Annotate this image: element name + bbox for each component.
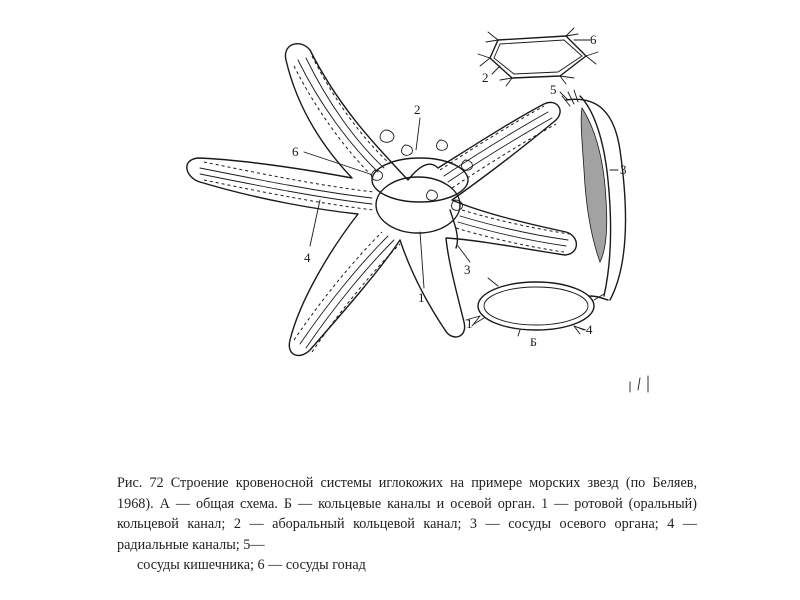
gonad-loops (372, 130, 473, 210)
label-b-3: 3 (620, 162, 627, 177)
label-a-2: 2 (414, 102, 421, 117)
oral-ring-canal-b (478, 282, 594, 330)
label-b-6: 6 (590, 32, 597, 47)
label-b-5: 5 (550, 82, 557, 97)
intestinal-vessels (562, 90, 578, 106)
starfish-outline (187, 44, 577, 356)
label-b-4: 4 (586, 322, 593, 337)
margin-pencil-mark (630, 376, 648, 392)
label-a-4: 4 (304, 250, 311, 265)
ray-right-ambulacral (456, 210, 570, 252)
aboral-ring-canal (372, 158, 468, 202)
panel-b-ring-canals (466, 28, 627, 349)
panel-a-starfish (187, 44, 577, 356)
aboral-ring-hexagon (490, 36, 586, 78)
ray-upper-right-ambulacral (440, 106, 556, 188)
oral-ring-canal (376, 177, 460, 233)
label-b-2: 2 (482, 70, 489, 85)
ray-upper-left-ambulacral (294, 56, 390, 176)
label-a-1: 1 (418, 290, 425, 305)
panel-b-letter: Б (530, 335, 537, 349)
label-a-3: 3 (464, 262, 471, 277)
figure-caption (117, 473, 697, 576)
caption-main: Рис. 72 Строение кровеносной системы иглокожих на примере морских звезд (по Беляев, 1968). А — общая схема. Б — кольцевые каналы и осевой орган. 1 — ротовой (оральный) кольцевой канал; 2 — аборальный кольцевой канал; 3 — сосуды осевого органа; 4 — радиальные каналы; 5— (117, 475, 697, 553)
label-a-6: 6 (292, 144, 299, 159)
panel-a-leader-lines (304, 118, 470, 288)
axial-organ-body (581, 108, 607, 262)
label-b-1: 1 (466, 316, 473, 331)
caption-last-line: сосуды кишечника; 6 — сосуды гонад (137, 557, 366, 573)
